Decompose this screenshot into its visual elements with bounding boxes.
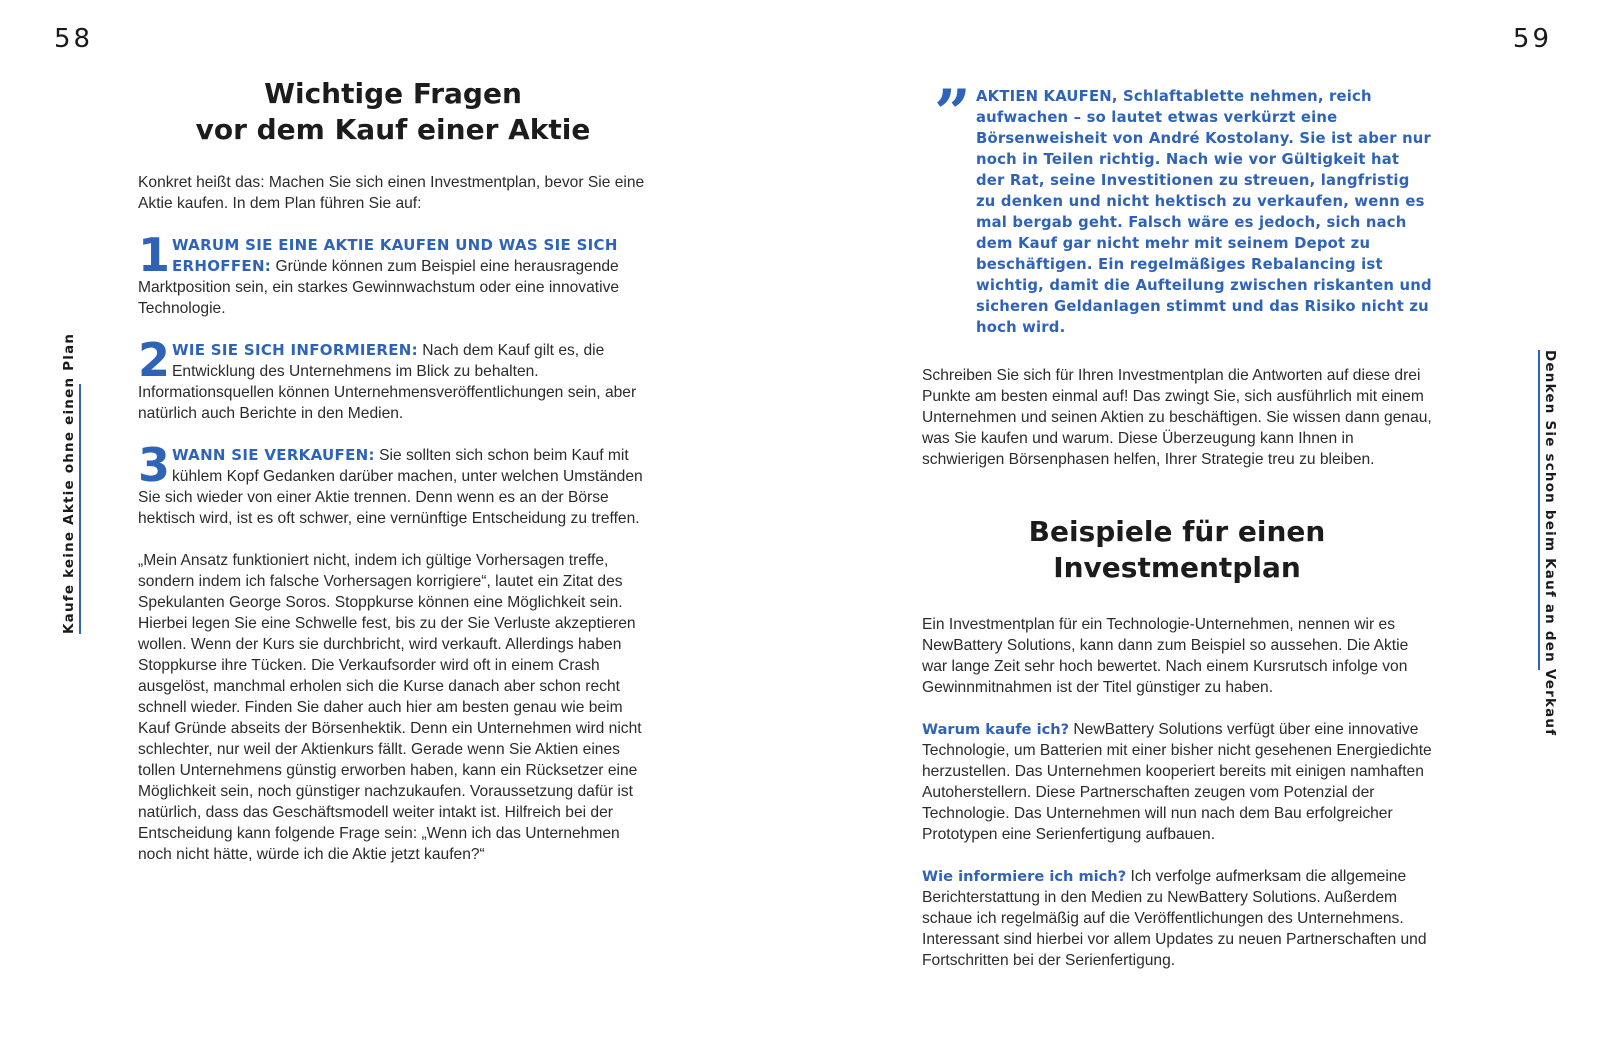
item-number: 2 xyxy=(138,333,171,387)
quote-text: AKTIEN KAUFEN, Schlaftablette nehmen, reich aufwachen – so lautet etwas verkürzt eine Börsenweisheit von André Kostolany. Sie ist aber nur noch in Teilen richtig. Nach wie vor Gültigkeit hat der Rat, seine Investitionen zu streuen, langfristig zu denken und nicht hektisch zu verkaufen, wenn es mal bergab geht. Falsch wäre es jedoch, sich nach dem Kauf gar nicht mehr mit seinem Depot zu beschäftigen. Ein regelmäßiges Rebalancing ist wichtig, damit die Aufteilung zwischen riskanten und sicheren Geldanlagen stimmt und das Risiko nicht zu hoch wird. xyxy=(976,88,1432,336)
item-number: 3 xyxy=(138,438,171,492)
item-text: Nach dem Kauf gilt es, die Entwicklung des Unternehmens im Blick zu behalten. Informationsquellen können Unternehmensveröffentlichungen sein, aber natürlich auch Berichte in den Medien. xyxy=(138,342,637,422)
left-page-column xyxy=(138,76,648,886)
heading-line-2: vor dem Kauf einer Aktie xyxy=(195,113,591,146)
kostolany-quote-box xyxy=(922,76,1432,338)
soros-paragraph: „Mein Ansatz funktioniert nicht, indem ich gültige Vorhersagen treffe, sondern indem ich falsche Vorhersagen korrigiere“, lautet ein Zitat des Spekulanten George Soros. Stoppkurse können eine Möglichkeit sein. Hierbei legen Sie eine Schwelle fest, bis zu der Sie Verluste akzeptieren wollen. Wenn der Kurs sie durchbricht, wird verkauft. Allerdings haben Stoppkurse ihre Tücken. Die Verkaufsorder wird oft in einem Crash ausgelöst, manchmal erholen sich die Kurse danach aber schon recht schnell wieder. Finden Sie daher auch hier am besten genau wie beim Kauf Gründe abseits der Börsenhektik. Denn ein Unternehmen wird nicht schlechter, nur weil der Aktienkurs fällt. Gerade wenn Sie Aktien eines tollen Unternehmens günstig erworben haben, kann ein Rücksetzer eine Möglichkeit sein, noch günstiger nachzukaufen. Voraussetzung dafür ist natürlich, dass das Geschäftsmodell weiter intakt ist. Hilfreich bei der Entscheidung kann folgende Frage sein: „Wenn ich das Unternehmen noch nicht hätte, würde ich die Aktie jetzt kaufen?“ xyxy=(138,552,642,863)
right-page-column xyxy=(922,76,1432,992)
item-number: 1 xyxy=(138,228,171,282)
item-lead: WIE SIE SICH INFORMIEREN: xyxy=(172,341,418,359)
question-label: Wie informiere ich mich? xyxy=(922,868,1127,885)
qa-paragraph-1 xyxy=(922,719,1432,845)
numbered-item-3 xyxy=(138,438,648,529)
answer-text: NewBattery Solutions verfügt über eine innovative Technologie, um Batterien mit einer bisher nicht gesehenen Energiedichte herzustellen. Das Unternehmen kooperiert bereits mit einigen namhaften Autoherstellern. Diese Partnerschaften zeugen vom Potenzial der Technologie. Das Unternehmen will nun nach dem Bau erfolgreicher Prototypen eine Serienfertigung aufbauen. xyxy=(922,721,1432,843)
question-label: Warum kaufe ich? xyxy=(922,721,1070,738)
section-heading-right: Beispiele für einen Investmentplan xyxy=(1028,515,1326,584)
item-text: Sie sollten sich schon beim Kauf mit kühlem Kopf Gedanken darüber machen, unter welchen Umständen Sie sich wieder von einer Aktie trennen. Denn wenn es an der Börse hektisch wird, ist es oft schwer, eine vernünftige Entscheidung zu treffen. xyxy=(138,447,643,527)
chapter-side-label-right: Denken Sie schon beim Kauf an den Verkauf xyxy=(1538,350,1558,670)
chapter-side-label-left: Kaufe keine Aktie ohne einen Plan xyxy=(61,384,81,634)
page-number-left: 58 xyxy=(54,24,94,54)
qa-paragraph-2 xyxy=(922,866,1432,971)
section-heading-left xyxy=(138,76,648,148)
heading-line-1: Wichtige Fragen xyxy=(264,77,522,110)
page-number-right: 59 xyxy=(1512,24,1552,54)
item-lead: WARUM SIE EINE AKTIE KAUFEN UND WAS SIE SICH ERHOFFEN: xyxy=(172,236,618,275)
numbered-item-1 xyxy=(138,228,648,319)
numbered-item-2 xyxy=(138,333,648,424)
answer-text: Ich verfolge aufmerksam die allgemeine Berichterstattung in den Medien zu NewBattery Solutions. Außerdem schaue ich regelmäßig auf die Veröffentlichungen des Unternehmens. Interessant sind hierbei vor allem Updates zu neuen Partnerschaften und Fortschritten bei der Serienfertigung. xyxy=(922,868,1427,969)
example-intro-paragraph: Ein Investmentplan für ein Technologie-Unternehmen, nennen wir es NewBattery Solutions, kann dann zum Beispiel so aussehen. Die Aktie war lange Zeit sehr hoch bewertet. Nach einem Kursrutsch infolge von Gewinnmitnahmen ist der Titel günstiger zu haben. xyxy=(922,616,1409,696)
item-lead: WANN SIE VERKAUFEN: xyxy=(172,446,375,464)
quote-mark-icon: ” xyxy=(934,76,971,151)
intro-paragraph: Konkret heißt das: Machen Sie sich einen Investmentplan, bevor Sie eine Aktie kaufen. In dem Plan führen Sie auf: xyxy=(138,174,645,212)
item-text: Gründe können zum Beispiel eine herausragende Marktposition sein, ein starkes Gewinnwachstum oder eine innovative Technologie. xyxy=(138,258,620,317)
plan-paragraph: Schreiben Sie sich für Ihren Investmentplan die Antworten auf diese drei Punkte am besten einmal auf! Das zwingt Sie, sich ausführlich mit einem Unternehmen und seinen Aktien zu beschäftigen. Sie wissen dann genau, was Sie kaufen und warum. Diese Überzeugung kann Ihnen in schwierigen Börsenphasen helfen, Ihrer Strategie treu zu bleiben. xyxy=(922,367,1432,468)
